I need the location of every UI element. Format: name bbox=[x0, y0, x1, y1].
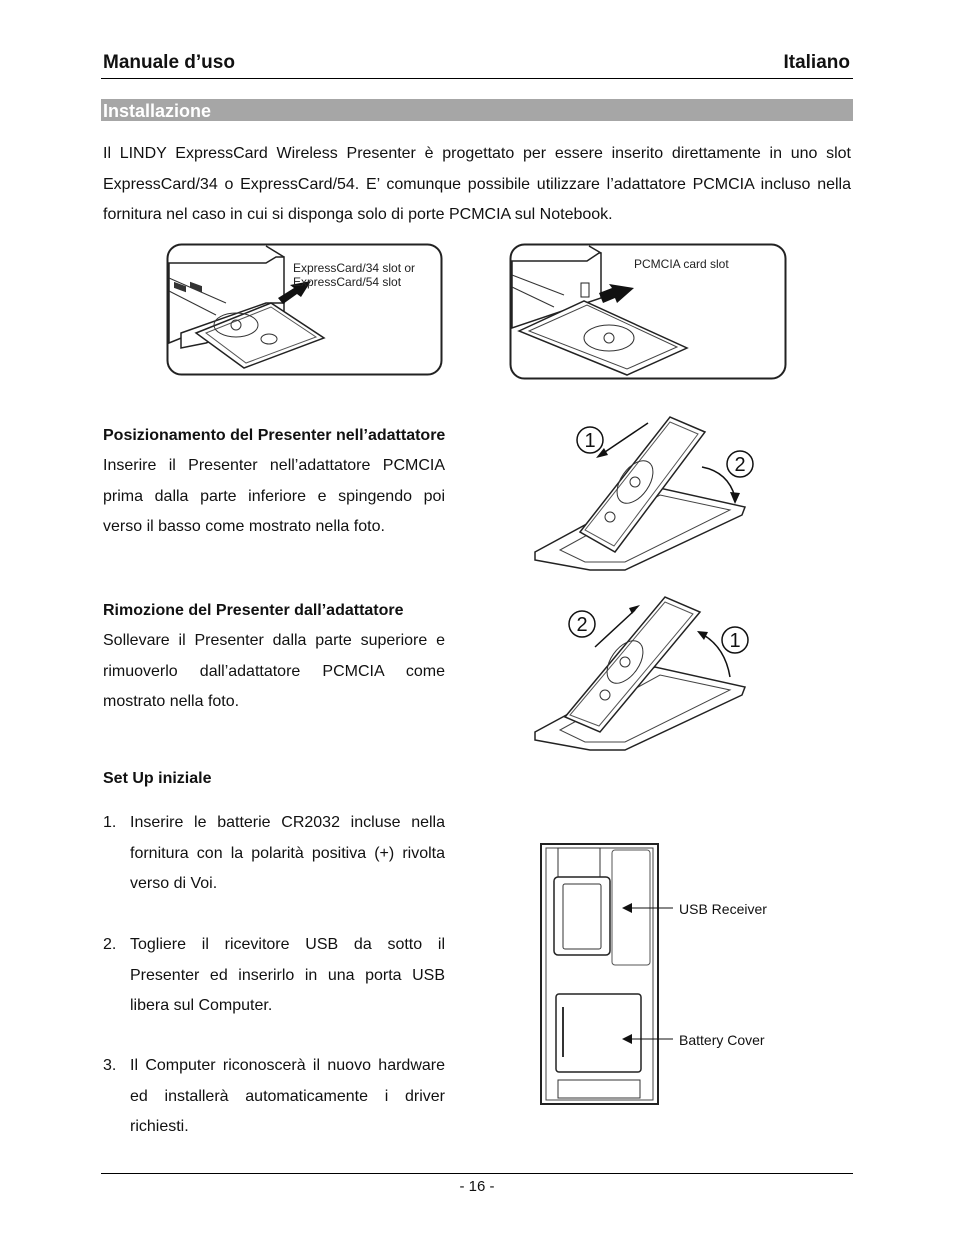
removal-step-2-badge: 2 bbox=[576, 614, 588, 636]
setup-step-3-number: 3. bbox=[103, 1057, 117, 1074]
page-number: - 16 - bbox=[459, 1178, 495, 1195]
setup-step-3 bbox=[103, 1051, 445, 1143]
removal-step-1-badge: 1 bbox=[729, 630, 741, 652]
expresscard-slot-figure bbox=[166, 243, 443, 376]
header-title: Manuale d’uso bbox=[103, 52, 235, 73]
positioning-text: Inserire il Presenter nell’adattatore PCMCIA prima dalla parte inferiore e spingendo poi verso il basso come mostrato nella foto. bbox=[103, 457, 445, 535]
remove-presenter-figure bbox=[530, 592, 780, 752]
setup-step-2-text: Togliere il ricevitore USB da sotto il Presenter ed inserirlo in una porta USB libera sul Computer. bbox=[130, 936, 445, 1014]
removal-text: Sollevare il Presenter dalla parte superiore e rimuoverlo dall’adattatore PCMCIA come mostrato nella foto. bbox=[103, 632, 445, 710]
step-2-badge: 2 bbox=[734, 454, 746, 476]
battery-cover-label: Battery Cover bbox=[679, 1032, 765, 1048]
positioning-title: Posizionamento del Presenter nell’adattatore bbox=[103, 427, 446, 444]
section-bar bbox=[101, 99, 853, 121]
presenter-back-figure bbox=[538, 842, 788, 1108]
insert-presenter-figure bbox=[530, 412, 780, 572]
setup-step-3-text: Il Computer riconoscerà il nuovo hardware ed installerà automaticamente i driver richiesti. bbox=[130, 1057, 445, 1135]
pcmcia-slot-figure bbox=[509, 243, 787, 380]
expresscard-label-line2: ExpressCard/54 slot bbox=[293, 275, 402, 289]
setup-step-1-text: Inserire le batterie CR2032 incluse nella fornitura con la polarità positiva (+) rivolta verso di Voi. bbox=[130, 814, 445, 892]
intro-paragraph: Il LINDY ExpressCard Wireless Presenter è progettato per essere inserito direttamente in uno slot ExpressCard/34 o ExpressCard/54. E’ comunque possibile utilizzare l’adattatore PCMCIA incluso nella fornitura nel caso in cui si disponga solo di porte PCMCIA sul Notebook. bbox=[103, 145, 851, 223]
section-title: Installazione bbox=[103, 101, 212, 121]
removal-title: Rimozione del Presenter dall’adattatore bbox=[103, 602, 404, 619]
pcmcia-label: PCMCIA card slot bbox=[634, 257, 729, 271]
setup-step-2 bbox=[103, 930, 445, 1022]
header-language: Italiano bbox=[783, 52, 850, 73]
setup-step-1 bbox=[103, 808, 445, 900]
footer-rule bbox=[101, 1173, 853, 1174]
expresscard-label-line1: ExpressCard/34 slot or bbox=[293, 261, 416, 275]
step-1-badge: 1 bbox=[584, 430, 596, 452]
usb-receiver-label: USB Receiver bbox=[679, 901, 767, 917]
setup-step-1-number: 1. bbox=[103, 814, 117, 831]
setup-step-2-number: 2. bbox=[103, 936, 117, 953]
header-rule bbox=[101, 78, 853, 79]
setup-title: Set Up iniziale bbox=[103, 770, 212, 787]
